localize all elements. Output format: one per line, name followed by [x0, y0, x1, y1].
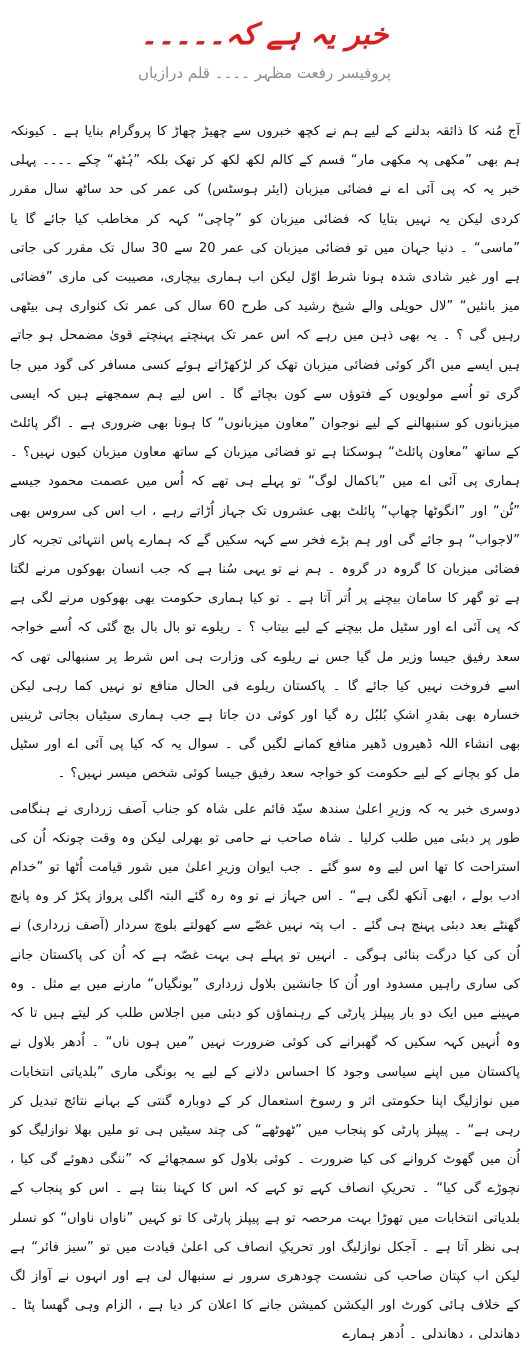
article-header [0, 0, 529, 110]
article-body [10, 117, 520, 1350]
article-paragraph-1: آج مُنہ کا ذائقہ بدلنے کے لیے ہم نے کچھ خبروں سے چھیڑ چھاڑ کا پروگرام بنایا ہے ۔ کیونکہ ہم بھی ”مکھی پہ مکھی مار“ قسم کے کالم لکھ لکھ کر تھک بلکہ ”ہُٹھ“ چکے ۔۔۔۔ پہلی خبر یہ کہ پی آئی اے نے فضائی میزبان (ایئر ہوسٹس) کی عمر کی حد ساٹھ سال مقرر کردی لیکن یہ نہیں بتایا کہ فضائی میزبان کو ”چاچی“ کہہ کر مخاطب کیا جائے گا یا ”ماسی“ ۔ دنیا جہان میں تو فضائی میزبان کی عمر 20 سے 30 سال تک مقرر کی جاتی ہے اور غیر شادی شدہ ہونا شرط اوّل لیکن اب ہماری بیچاری، مصیبت کی ماری ”فضائی میز بانئیں“ ”لال حویلی والے شیخ رشید کی طرح 60 سال کی عمر تک کنواری ہی بیٹھی رہیں گی ؟ ۔ یہ بھی ذہن میں رہے کہ اس عمر تک پہنچتے پہنچتے قویٰ مضمحل ہو جاتے ہیں ایسے میں اگر کوئی فضائی میزبان تھک کر لڑکھڑاتے ہوئے کسی مسافر کی گود میں جا گری تو اُسے مولویوں کے فتوؤں سے کون بچائے گا ۔ اس لیے ہم سمجھتے ہیں کہ ایسی میزبانوں کو سنبھالنے کے لیے نوجوان ”معاون میزبانوں“ کا ہونا بھی ضروری ہے ۔ اگر پائلٹ کے ساتھ ”معاون پائلٹ“ ہوسکتا ہے تو فضائی میزبان کے ساتھ معاون میزبان کیوں نہیں؟ ۔ ہماری پی آئی اے میں ”باکمال لوگ“ تو پہلے ہی تھے کہ اُس میں عصمت محمود جیسے ”ٹُن“ اور ”انگوٹھا چھاپ“ پائلٹ بھی عشروں تک جہاز اُڑاتے رہے ، اب اس کی سروس بھی ”لاجواب“ ہو جائے گی اور ہم بڑے فخر سے کہہ سکیں گے کہ ہمارے پاس انتہائی تجربہ کار فضائی میزبان کا گروہ در گروہ ۔ ہم نے تو یہی سُنا ہے کہ جب انسان بھوکوں مرنے لگتا ہے تو گھر کا سامان بیچنے پر اُتر آتا ہے ۔ تو کیا ہماری حکومت بھی بھوکوں مرنے لگی ہے کہ پی آئی اے اور سٹیل مل بیچنے کے لیے بیتاب ؟ ۔ ریلوے تو بال بال بچ گئی کہ اُسے خواجہ سعد رفیق جیسا وزیر مل گیا جس نے ریلوے کی وزارت ہی اس شرط پر سنبھالی تھی کہ اسے فروخت نہیں کیا جائے گا ۔ پاکستان ریلوے فی الحال منافع تو نہیں کما رہی لیکن خسارہ بھی بقدرِ اشکِ بُلبُل رہ گیا اور کوئی دن جاتا ہے جب ہماری سیٹیاں بجاتی ٹرینیں بھی انشاء اللہ ڈھیروں ڈھیر منافع کمانے لگیں گی ۔ سوال یہ کہ کیا پی آئی اے اور سٹیل مل کو بچانے کے لیے حکومت کو خواجہ سعد رفیق جیسا کوئی شخص میسر نہیں؟ ۔ [10, 124, 520, 782]
article-byline: پروفیسر رفعت مظہر ۔۔۔۔ قلم درازیاں [137, 64, 392, 82]
article-paragraph-2: دوسری خبر یہ کہ وزیرِ اعلیٰ سندھ سیّد قائم علی شاہ کو جناب آصف زرداری نے ہنگامی طور پر دبئی میں طلب کرلیا ۔ شاہ صاحب نے حامی تو بھرلی لیکن وہ وقت چونکہ اُن کی استراحت کا تھا اس لیے وہ سو گئے ۔ جب ایوان وزیرِ اعلیٰ میں شور قیامت اُٹھا تو ”خدام ادب بولے ، ابھی آنکھ لگی ہے“ ۔ اس جہاز نے تو وہ رہ گئے البتہ اگلی پرواز پکڑ کر وہ پانچ گھنٹے بعد دبئی پہنچ ہی گئے ۔ اب پتہ نہیں غصّے سے کھولتے بلوچ سردار (آصف زرداری) نے اُن کی کیا درگت بنائی ہوگی ۔ انہیں تو پہلے ہی بہت غصّہ ہے کہ اُن کی پاکستان جانے کی ساری راہیں مسدود اور اُن کا جانشین بلاول زرداری ”بونگیاں“ مارنے میں بے مثل ۔ وہ مہینے میں ایک دو بار پیپلز پارٹی کے رہنماؤں کو دبئی میں اجلاس طلب کر لیتے ہیں تا کہ وہ اُنہیں کہہ سکیں کہ گھبرانے کی کوئی ضرورت نہیں ”میں ہوں ناں“ ۔ اُدھر بلاول نے پاکستان میں اپنے سیاسی وجود کا احساس دلانے کے لیے یہ بونگی ماری ”بلدیاتی انتخابات میں نوازلیگ اپنا حکومتی اثر و رسوخ استعمال کر کے دوبارہ گنتی کے بہانے نتائج تبدیل کر رہی ہے“ ۔ پیپلز پارٹی کو پنجاب میں ”ٹھوٹھے“ کی چند سیٹیں ہی تو ملیں بھلا نوازلیگ کو اُن میں گھوٹ کروانے کی کیا ضرورت ۔ کوئی بلاول کو سمجھائے کہ ”ننگی دھوئے گی کیا ، نچوڑے گی کیا“ ۔ تحریکِ انصاف کہے تو کہے کہ اس کا کہنا بنتا ہے ۔ اس کو پنجاب کے بلدیاتی انتخابات میں تھوڑا بہت مرحصہ تو ہے پیپلز پارٹی کا تو کہیں ”ناواں ناواں“ کو نسلر ہی نظر آتا ہے ۔ آجکل نوازلیگ اور تحریکِ انصاف کی اعلیٰ قیادت میں تو ”سیز فائر“ ہے لیکن اب کپتان صاحب کی نشست چودھری سرور نے سنبھال لی ہے اور انہوں نے آواز لگ کے خلاف ہائی کورٹ اور الیکشن کمیشن جانے کا اعلان کر دیا ہے ، الزام وہی گھسا پٹا ۔ دھاندلی ، دھاندلی ۔ اُدھر ہمارے [10, 801, 520, 1343]
article-headline: خبر یہ ہے کہ۔۔۔۔۔ [140, 17, 389, 51]
